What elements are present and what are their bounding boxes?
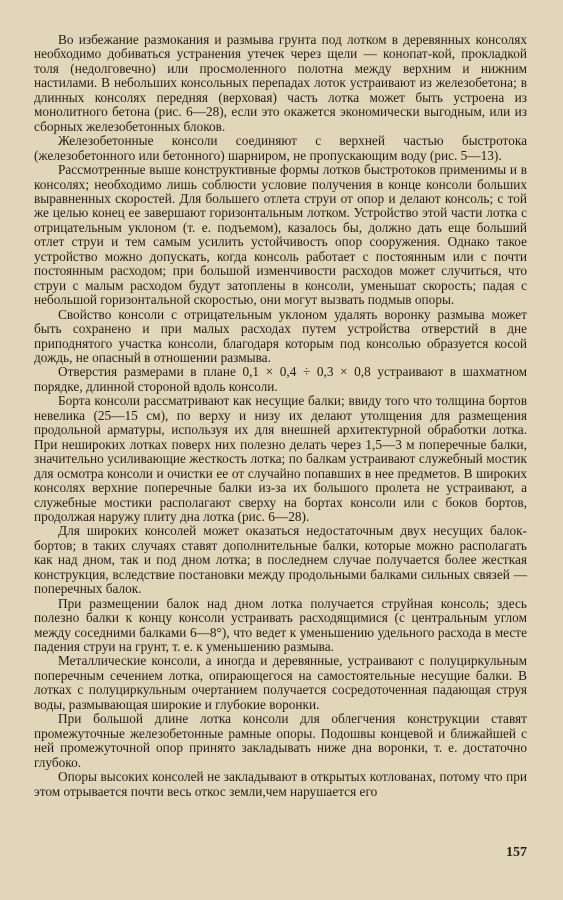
paragraph: Опоры высоких консолей не закладывают в открытых котлованах, потому что при этом отрывается почти весь откос земли,чем нарушается его xyxy=(34,769,527,799)
paragraph: Отверстия размерами в плане 0,1 × 0,4 ÷ 0,3 × 0,8 устраивают в шахматном порядке, длинной стороной вдоль консоли. xyxy=(34,364,527,394)
paragraph: Железобетонные консоли соединяют с верхней частью быстротока (железобетонного или бетонного) шарниром, не пропускающим воду (рис. 5—13). xyxy=(34,133,527,163)
paragraph: Металлические консоли, а иногда и деревянные, устраивают с полуциркульным поперечным сечением лотка, опирающегося на самостоятельные несущие балки. В лотках с полуциркульным очертанием получается сосредоточенная падающая струя воды, размывающая широкие и глубокие воронки. xyxy=(34,653,527,712)
paragraph: При размещении балок над дном лотка получается струйная консоль; здесь полезно балки к концу консоли устраивать расходящимися (с центральным углом между соседними балками 6—8°), что ведет к уменьшению удельного расхода в месте падения струи на грунт, т. е. к уменьшению размыва. xyxy=(34,595,527,655)
paragraph: Свойство консоли с отрицательным уклоном удалять воронку размыва может быть сохранено и при малых расходах путем устройства отверстий в дне приподнятого участка консоли, благодаря которым под консолью образуется косой дождь, не опасный в отношении размыва. xyxy=(34,306,527,365)
paragraph: Для широких консолей может оказаться недостаточным двух несущих балок-бортов; в таких случаях ставят дополнительные балки, которые можно располагать как над дном, так и под дном лотка; в последнем случае получается более жесткая конструкция, вследствие постановки между продольными балками сильных связей — поперечных балок. xyxy=(34,523,527,597)
page-number: 157 xyxy=(506,845,527,860)
paragraph: При большой длине лотка консоли для облегчения конструкции ставят промежуточные железобетонные рамные опоры. Подошвы концевой и ближайшей с ней промежуточной опор принято закладывать ниже дна воронки, т. е. достаточно глубоко. xyxy=(34,711,527,770)
paragraph: Борта консоли рассматривают как несущие балки; ввиду того что толщина бортов невелика (25—15 см), по верху и низу их делают утолщения для размещения продольной арматуры, используя их для внешней архитектурной обработки лотка. При неширoких лотках поверх них полезно делать через 1,5—3 м поперечные балки, значительно усиливающие жесткость лотка; по балкам устраивают служебный мостик для осмотра консоли и очистки ее от случайно попавших в нее предметов. В широких консолях верхние поперечные балки из-за их большого пролета не устраивают, а служебные мостики располагают сверху на бортах консоли или с боков бортов, продолжая наружу плиту дна лотка (рис. 6—28). xyxy=(34,393,527,524)
paragraph: Во избежание размокания и размыва грунта под лотком в деревянных консолях необходимо добиваться устранения утечек через щели — конопат-кой, прокладкой толя (недолговечно) или просмоленного полотна между верхним и нижним настилами. В небольших консольных перепадах лоток устраивают из железобетона; в длинных консолях передняя (верховая) часть лотка может быть устроена из монолитного бетона (рис. 6—28), если это окажется экономически выгодным, или из сборных железобетонных блоков. xyxy=(34,32,527,134)
body-text xyxy=(34,33,527,799)
paragraph: Рассмотренные выше конструктивные формы лотков быстротоков применимы и в консолях; необходимо лишь соблюсти условие получения в конце консоли больших выравненных скоростей. Для большего отлета струи от опор и делают консоль; с той же целью конец ее завершают горизонтальным лотком. Устройство этой части лотка с отрицательным уклоном (т. е. подъемом), казалось бы, должно дать еще больший отлет струи и тем самым усилить устойчивость опор сооружения. Однако такое устройство можно допускать, когда консоль работает с постоянным или с почти постоянным расходом; при большой изменчивости расходов может случиться, что струи с малым расходом будут затоплены в консоли, уменьшат скорость; падая с небольшой горизонтальной скоростью, они могут вызвать подмыв опоры. xyxy=(34,162,527,308)
